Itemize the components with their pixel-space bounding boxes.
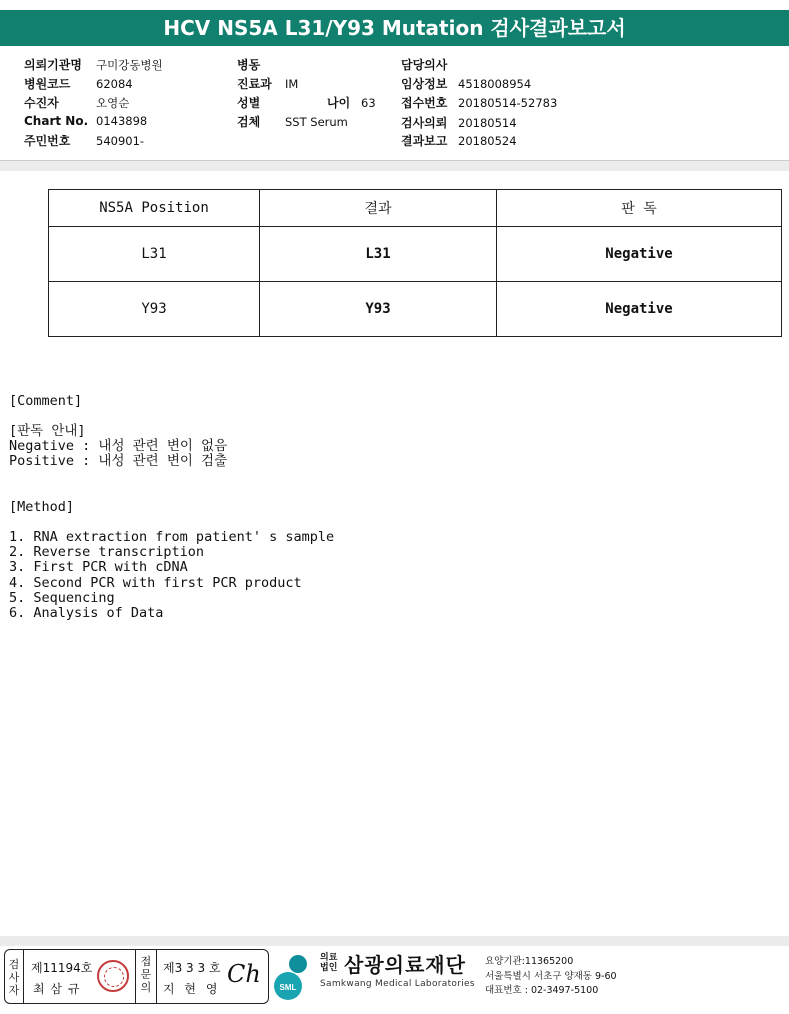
info-key: 담당의사	[401, 58, 448, 72]
org-address: 서울특별시 서초구 양재동 9-60	[485, 971, 617, 982]
seal-stamp	[97, 960, 129, 992]
guide-line: Positive : 내성 관련 변이 검출	[9, 453, 228, 469]
table-cell-interpretation: Negative	[497, 227, 782, 282]
footer-divider	[0, 936, 789, 946]
info-value: 20180524	[458, 134, 517, 148]
reviewer-license: 제3 3 3 호	[163, 961, 221, 975]
info-row	[24, 114, 147, 128]
table-cell-result: Y93	[260, 282, 497, 337]
info-row	[401, 114, 517, 131]
org-phone: 대표번호 : 02-3497-5100	[485, 985, 599, 996]
org-english-name: Samkwang Medical Laboratories	[320, 979, 475, 989]
inspector-label	[5, 950, 24, 1003]
info-key: 임상정보	[401, 77, 448, 91]
info-key: 수진자	[24, 96, 59, 110]
info-key: 나이	[327, 96, 351, 110]
inspector-label-text: 검사자	[8, 958, 20, 997]
info-key: 접수번호	[401, 96, 448, 110]
info-value: 540901-	[96, 134, 145, 148]
patient-info	[0, 52, 789, 160]
column-header: NS5A Position	[49, 190, 260, 227]
reviewer-label	[135, 950, 157, 1003]
info-row	[237, 113, 348, 130]
info-value: 4518008954	[458, 77, 532, 91]
method-step: 6. Analysis of Data	[9, 605, 164, 621]
info-value: 20180514-52783	[458, 96, 558, 110]
table-header-row	[49, 190, 782, 227]
method-step: 5. Sequencing	[9, 590, 115, 606]
info-value: SST Serum	[285, 115, 348, 129]
info-key: 진료과	[237, 77, 272, 91]
info-row	[237, 56, 285, 73]
method-heading: [Method]	[9, 499, 75, 515]
table-cell-interpretation: Negative	[497, 282, 782, 337]
method-step: 4. Second PCR with first PCR product	[9, 575, 302, 591]
info-key: 병동	[237, 58, 261, 72]
info-value: 63	[361, 96, 376, 110]
info-row	[401, 132, 517, 149]
org-prefix	[320, 953, 337, 973]
method-step: 1. RNA extraction from patient' s sample	[9, 529, 335, 545]
info-value: 20180514	[458, 116, 517, 130]
method-step: 3. First PCR with cDNA	[9, 559, 188, 575]
org-prefix-top: 의료	[320, 953, 338, 963]
table-row	[49, 227, 782, 282]
signature-box	[4, 949, 269, 1004]
info-key: 검사의뢰	[401, 116, 448, 130]
table-row	[49, 282, 782, 337]
comment-heading: [Comment]	[9, 393, 83, 409]
report-title: HCV NS5A L31/Y93 Mutation 검사결과보고서	[0, 10, 789, 46]
info-row	[401, 94, 557, 111]
info-row	[24, 94, 129, 111]
info-key: 의뢰기관명	[24, 58, 82, 72]
info-key: 검체	[237, 115, 261, 129]
info-row	[237, 94, 285, 111]
info-row	[401, 75, 531, 92]
info-key: 병원코드	[24, 77, 71, 91]
info-value: 0143898	[96, 114, 148, 128]
method-step: 2. Reverse transcription	[9, 544, 205, 560]
info-row	[24, 56, 163, 73]
inspector-license: 제11194호	[31, 961, 93, 975]
info-key: Chart No.	[24, 114, 89, 128]
reviewer-label-text: 접문의	[140, 955, 152, 994]
info-value: 62084	[96, 77, 133, 91]
reviewer-name: 지 현 영	[163, 982, 221, 996]
guide-heading: [판독 안내]	[9, 423, 86, 439]
info-key: 결과보고	[401, 134, 448, 148]
info-value: 오영순	[96, 96, 130, 110]
org-prefix-bottom: 법인	[320, 963, 338, 973]
info-row	[401, 56, 458, 73]
info-value: IM	[285, 77, 299, 91]
table-cell-position: L31	[49, 227, 260, 282]
table-cell-result: L31	[260, 227, 497, 282]
org-name: 삼광의료재단	[344, 953, 466, 977]
info-row	[24, 132, 144, 149]
institution-code: 요양기관:11365200	[485, 956, 574, 967]
section-divider	[0, 160, 789, 171]
sml-logo-icon	[272, 950, 316, 1000]
signature: Ch	[227, 960, 261, 988]
guide-line: Negative : 내성 관련 변이 없음	[9, 438, 228, 454]
inspector-name: 최 삼 규	[33, 982, 81, 996]
info-row-age	[327, 94, 376, 111]
logo-text: SML	[279, 983, 297, 992]
info-value: 구미강동병원	[96, 58, 163, 72]
info-key: 주민번호	[24, 134, 71, 148]
results-table	[48, 189, 782, 337]
column-header: 판 독	[497, 190, 782, 227]
info-row	[237, 75, 298, 92]
table-cell-position: Y93	[49, 282, 260, 337]
info-row	[24, 75, 133, 92]
info-key: 성별	[237, 96, 261, 110]
column-header: 결과	[260, 190, 497, 227]
